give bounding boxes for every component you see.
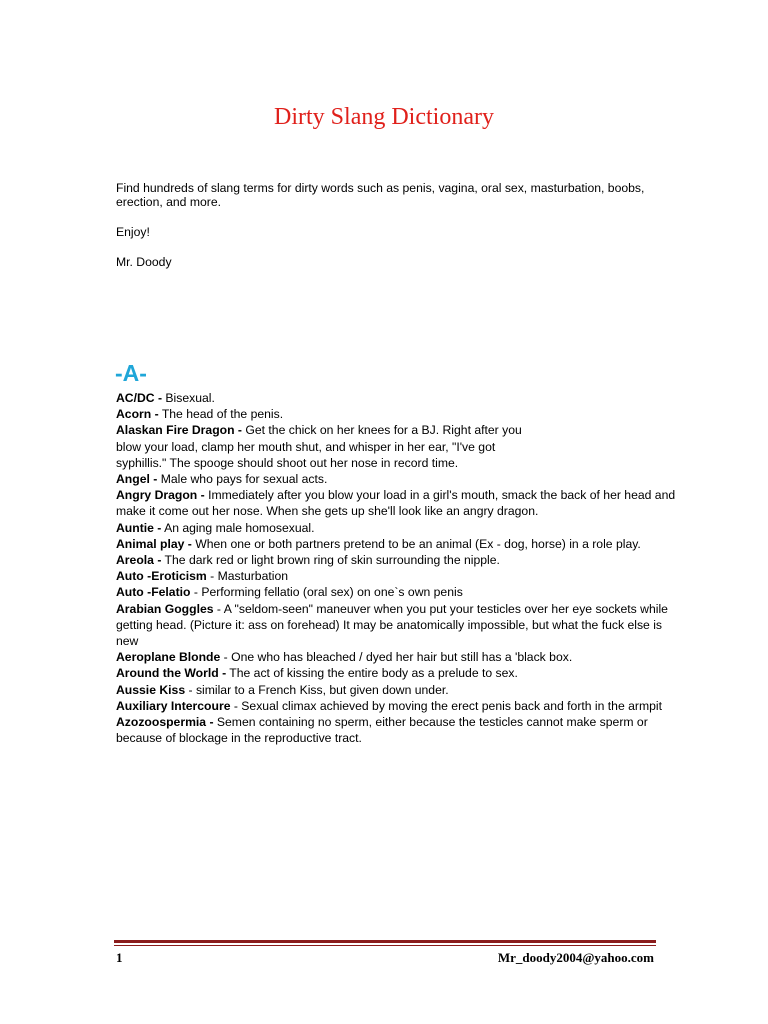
entry-term: Areola - — [116, 553, 162, 568]
entry-term: Alaskan Fire Dragon - — [116, 423, 242, 438]
entry-definition: Get the chick on her knees for a BJ. Right after you blow your load, clamp her mouth shut, and whisper in her ear, "I've got syphillis." The spooge should shoot out her nose in record time. — [116, 423, 522, 470]
entry-item — [116, 649, 676, 665]
entry-term: Auto -Felatio — [116, 585, 191, 600]
entry-item — [116, 601, 676, 650]
entry-definition: - Sexual climax achieved by moving the erect penis back and forth in the armpit — [230, 698, 662, 713]
document-title: Dirty Slang Dictionary — [274, 104, 494, 131]
entry-term: Acorn - — [116, 407, 159, 422]
entry-definition: The head of the penis. — [158, 407, 284, 422]
entry-item — [116, 714, 676, 746]
entry-definition: - similar to a French Kiss, but given down under. — [185, 682, 449, 697]
entry-item — [116, 471, 676, 487]
entry-definition: - One who has bleached / dyed her hair but still has a 'black box. — [220, 650, 573, 665]
page-number: 1 — [116, 950, 123, 965]
entry-definition: Male who pays for sexual acts. — [157, 472, 328, 487]
entry-definition: The act of kissing the entire body as a prelude to sex. — [226, 666, 518, 681]
entry-item — [116, 568, 676, 584]
entry-item — [116, 665, 676, 681]
entry-item — [116, 536, 676, 552]
footer-divider — [114, 940, 656, 946]
section-heading-a: -A- — [115, 360, 147, 386]
entry-item — [116, 406, 676, 422]
entry-definition: Immediately after you blow your load in a girl's mouth, smack the back of her head and make it come out her nose. When she gets up she'll look like an angry dragon. — [116, 488, 676, 519]
entry-term: AC/DC - — [116, 391, 163, 405]
intro-block — [116, 181, 656, 269]
entry-item — [116, 520, 676, 536]
intro-enjoy: Enjoy! — [116, 225, 150, 239]
entry-list — [116, 390, 676, 746]
entry-term: Auto -Eroticism — [116, 569, 207, 584]
entry-definition: Bisexual. — [162, 391, 215, 405]
entry-term: Angel - — [116, 472, 158, 487]
entry-term: Animal play - — [116, 536, 192, 551]
entry-term: Angry Dragon - — [116, 488, 205, 503]
footer-rule-thin — [114, 945, 656, 946]
entry-term: Arabian Goggles — [116, 601, 214, 616]
entry-term: Azozoospermia - — [116, 715, 214, 730]
footer-email: Mr_doody2004@yahoo.com — [497, 950, 654, 965]
entry-definition: The dark red or light brown ring of skin surrounding the nipple. — [161, 553, 500, 568]
intro-author: Mr. Doody — [116, 255, 172, 269]
entry-definition: - A "seldom-seen" maneuver when you put your testicles over her eye sockets while getting head. (Picture it: ass on forehead) It may be anatomically impossible, but what the fuck else is new — [116, 601, 668, 649]
entry-term: Auntie - — [116, 520, 162, 535]
entry-item — [116, 487, 676, 519]
entry-item — [116, 390, 676, 406]
entry-definition: - Performing fellatio (oral sex) on one`s own penis — [190, 585, 463, 600]
entry-definition: - Masturbation — [206, 569, 289, 584]
entry-definition: Semen containing no sperm, either because the testicles cannot make sperm or because of blockage in the reproductive tract. — [116, 715, 648, 746]
entry-item — [116, 422, 676, 471]
entry-definition: An aging male homosexual. — [161, 520, 315, 535]
entry-item — [116, 552, 676, 568]
entry-term: Auxiliary Intercoure — [116, 698, 231, 713]
intro-paragraph: Find hundreds of slang terms for dirty words such as penis, vagina, oral sex, masturbation, boobs, erection, and more. — [116, 181, 645, 209]
entry-item — [116, 584, 676, 600]
entry-item — [116, 682, 676, 698]
entry-term: Aeroplane Blonde — [116, 650, 221, 665]
footer-rule-thick — [114, 940, 656, 943]
entry-item — [116, 698, 676, 714]
entry-term: Around the World - — [116, 666, 227, 681]
entry-definition: When one or both partners pretend to be an animal (Ex - dog, horse) in a role play. — [191, 536, 641, 551]
entry-term: Aussie Kiss — [116, 682, 186, 697]
